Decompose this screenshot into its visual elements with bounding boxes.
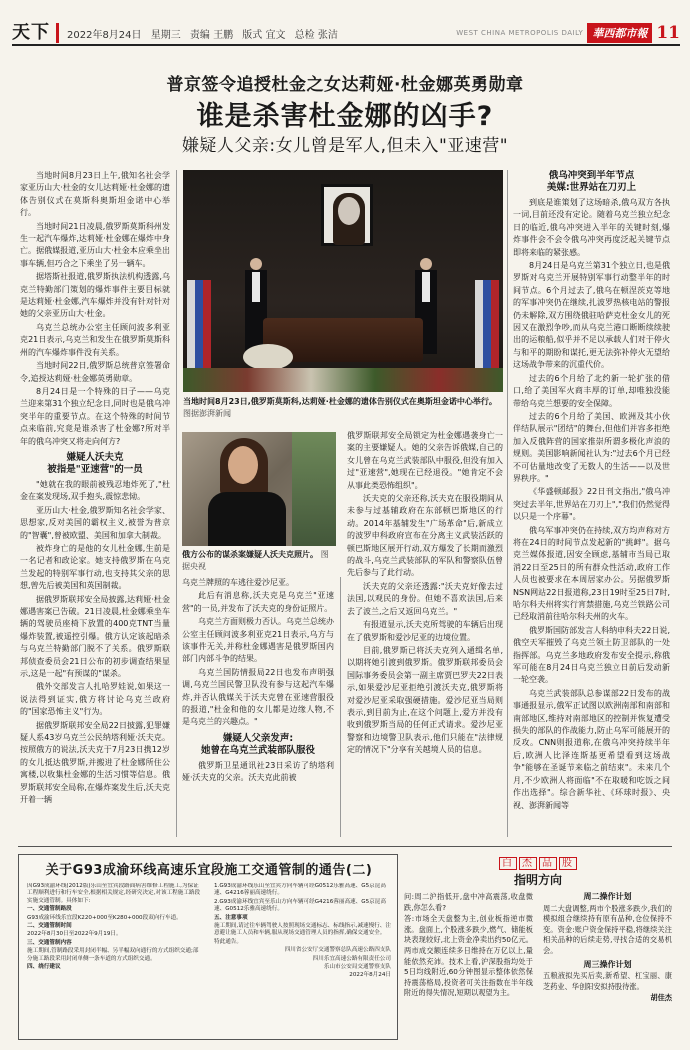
col1-paras <box>20 170 170 448</box>
paragraph: 俄罗斯联邦安全局锁定为杜金娜遇袭身亡一案的主要嫌疑人。她的父亲告诉俄媒,自己的女儿曾在乌克兰武装部队中服役,但没有加入过"亚速营",她现在已经退役。"她肯定不会从事此类恐怖组织"。 <box>347 431 503 490</box>
caption-text: 当地时间8月23日,俄罗斯莫斯科,达莉娅·杜金娜的遗体告别仪式在奥斯坦金诺中心举行。 <box>183 397 497 406</box>
paragraph: 乌克兰国防情报局22日也发布声明强调,乌克兰国民警卫队没有参与这起汽车爆炸,并否认俄媒关于沃夫克曾在亚速营服役的报道,"杜金和他的女儿都是边缘人物,不是乌克兰的兴趣点。" <box>182 667 334 727</box>
answer: 答:市场全天盘整为主,创业板指逆市微涨。盘面上,个股涨多跌少,燃气、储能板块表现较好,北上资金净卖出约50亿元。两市成交额连续多日维持在万亿以上,量能依然充沛。技术上看,沪深股指均处于5日均线附近,60分钟图显示整体依然保持震荡格局,投资者可关注指数在半年线附近的得失情况,短期以观望为主。 <box>404 914 533 998</box>
tag-char: 品 <box>539 857 557 870</box>
article-column-3 <box>347 430 503 837</box>
plan-text: 五粮液拟先买后卖,新希望、杠宝丽、康芝药业、华创阳安拟持股待涨。 <box>543 971 672 991</box>
column-divider <box>340 577 341 837</box>
proof-credit: 总检 张洁 <box>294 29 338 41</box>
paragraph: 沃夫克的父亲还称,沃夫克在服役期间从未参与过基辅政府在东部顿巴斯地区的行动。2014年基辅发生"广场革命"后,新成立的波罗申科政府宣布在分离主义武装活跃的顿巴斯地区展开行动,双方爆发了长期而激烈的战斗,乌克兰武装部队的军队和警察队伍曾先后参与了此行动。 <box>347 494 503 578</box>
funeral-photo <box>183 170 503 392</box>
notice-subhead: 一、交通管制路段 <box>27 906 72 913</box>
notice-date: 2022年8月24日 <box>349 972 391 979</box>
paragraph: 当地时间21日凌晨,俄罗斯莫斯科州发生一起汽车爆炸,达莉娅·杜金娜在爆炸中身亡。据俄媒报道,亚历山大·杜金本应乘坐出事车辆,但巧合之下乘坐了另一辆车。 <box>20 221 170 268</box>
column-divider <box>176 170 177 837</box>
notice-subhead: 四、绕行建议 <box>27 964 61 971</box>
paragraph: 到底是谁策划了这场暗杀,俄乌双方各执一词,目前还没有定论。随着乌克兰独立纪念日的临近,俄乌冲突进入半年的关键时刻,爆炸事件会不会令俄乌冲突再度泛起关键节点即将来临的紧张感。 <box>513 198 670 257</box>
paragraph: 有报道显示,沃夫克所驾驶的车辆后出现在了俄罗斯和爱沙尼亚的边境位置。 <box>347 620 503 642</box>
suspect-photo <box>182 432 336 546</box>
notice-paragraph: 2022年8月30日至2022年9月19日。 <box>27 931 122 938</box>
section-name: 天下 <box>12 23 59 43</box>
memorial-portrait <box>321 184 373 246</box>
notice-title: 关于G93成渝环线高速乐宜段施工交通管制的通告(二) <box>45 863 373 878</box>
paragraph: 过去的6个月给了美国、欧洲及其小伙伴结队展示"团结"的舞台,但他们并容多拒绝加入反俄阵营的国家推崇所谓多极化声浪的规则。美国影响新闻社认为:"过去6个月已经不可估量地改变了无数人的生活——以及世界秩序。" <box>513 411 670 483</box>
article-column-1 <box>20 170 170 837</box>
byline: 胡佳杰 <box>650 993 672 1003</box>
paper-logo: 華西都市報 <box>587 23 652 43</box>
subheading-half-year: 俄乌冲突到半年节点 美媒:世界站在刀刃上 <box>546 170 637 193</box>
issue-date: 2022年8月24日 <box>67 29 142 41</box>
tag-char: 杰 <box>519 857 537 870</box>
paragraph: "她就在我的眼前被残忍地炸死了,"杜金在案发现场,双手抱头,震惊悲恸。 <box>20 479 170 502</box>
notice-paragraph: 施工期间,管制路段采用封闭半幅、另半幅双向通行的方式组织交通;部分施工路段采用封闭单侧一条车道的方式组织交通。 <box>27 948 199 962</box>
paragraph: 8月24日是乌克兰第31个独立日,也是俄罗斯对乌克兰开展特别军事行动整半年的时间节点。6个月过去了,俄乌在顿涅茨克等地的军事冲突仍在继续,扎波罗热核电站的警报仍未解除,双方围绕俄驻哈萨克杜金女儿的死因又在激烈争吵,而从乌克兰港口断断续续驶出的运粮船,似乎并不足以承载人们对于停火与和平的期盼和谋托,更无法弥补停火无望给这场战争带来的沉重代价。 <box>513 261 670 370</box>
notice-subhead: 三、交通管制内容 <box>27 939 72 946</box>
stock-column <box>404 852 672 1042</box>
traffic-notice <box>18 854 398 1040</box>
paragraph: 俄罗斯国防部发言人科纳申科夫22日说,俄空天军摧毁了乌克兰领土防卫部队的一处指挥部。乌克兰多地政府发布安全提示,称俄军可能在8月24日乌克兰独立日前后发动新一轮空袭。 <box>513 625 670 685</box>
issue-meta <box>67 26 456 41</box>
paragraph: 过去的6个月给了北约新一轮扩张的借口,给了美国军火商丰厚的订单,却唯独没能带给乌克兰想要的安全保障。 <box>513 373 670 408</box>
main-headline: 谁是杀害杜金娜的凶手? <box>196 101 494 132</box>
sub-headline: 嫌疑人父亲:女儿曾是军人,但未入"亚速营" <box>181 136 509 156</box>
notice-body <box>27 883 391 1035</box>
notice-paragraph: G93成渝环线乐宜段K220+000至K280+000段双向行车道。 <box>27 914 182 921</box>
subheading-suspect: 嫌疑人沃夫克 被指是"亚速营"的一员 <box>47 451 143 475</box>
notice-issuer: 乐山市公安局交通警察支队 <box>323 964 391 971</box>
column-divider <box>507 170 508 837</box>
paragraph: 乌克兰武装部队总参谋部22日发布的战事通报显示,俄军正试图以欧洲南部和南部和南部地区,维持对南部地区的控制并恢复遭受损失的部队的作战能力,防止乌军可能展开的反攻。CNN则报道称,在俄乌冲突持续半年后,欧洲人比泽连斯基更希望看到这场战争"能够在圣诞节来临之前结束"。未来几个月,不少欧洲人将面临"不在取暖和吃饭之间作出选择"。综合新华社、《环球时报》、央视、澎湃新闻等 <box>513 688 670 810</box>
paragraph: 当地时间8月23日上午,俄知名社会学家亚历山大·杜金的女儿达莉娅·杜金娜的遗体告别仪式在莫斯科奥斯坦金诺中心举行。 <box>20 171 170 218</box>
page-number: 11 <box>656 23 680 43</box>
column-body <box>404 892 672 1050</box>
issue-weekday: 星期三 <box>150 29 181 41</box>
photo-credit: 图据澎湃新闻 <box>183 408 231 418</box>
plan-subhead: 周三操作计划 <box>583 959 632 969</box>
subheading-father: 嫌疑人父亲发声: 她曾在乌克兰武装部队服役 <box>200 732 315 756</box>
editor-credit: 责编 王鹏 <box>189 29 234 41</box>
paragraph: 此后有消息称,沃夫克是乌克兰"亚速营"的一员,并发布了沃夫克的身份证照片。 <box>182 591 334 613</box>
paragraph: 《华盛顿邮报》22日刊文指出,"俄乌冲突过去半年,世界站在刀刃上","我们仍然觉得以只是一个序幕"。 <box>513 487 670 522</box>
paragraph: 乌克兰方面则极力否认。乌克兰总统办公室主任顾问波多利亚克21日表示,乌方与该事件无关,并称杜金娜遇害是俄罗斯国内部门内部斗争的结果。 <box>182 617 334 664</box>
paragraph: 据俄罗斯联邦安全局披露,达莉娅·杜金娜遇害案已告破。21日凌晨,杜金娜乘坐车辆的驾驶员座椅下放置的400克TNT当量爆炸装置,被遥控引爆。俄方认定该起暗杀与乌克兰特勤部门脱不了关系。俄罗斯联邦侦查委员会21日公布的初步调查结果显示,这是一起"有预谋的"谋杀。 <box>20 594 170 679</box>
question: 问:周二沪指低开,盘中冲高震荡,收盘微跌,你怎么看? <box>404 892 533 912</box>
paragraph: 乌克兰牌照的车逃往爱沙尼亚。 <box>182 578 294 587</box>
paragraph: 据塔斯社报道,俄罗斯执法机构透露,乌克兰特勤部门策划的爆炸事件主要目标就是达莉娅·杜金娜,汽车爆炸并没有针对针对她的父亲亚历山大·杜金。 <box>20 272 170 319</box>
paragraph: 乌克兰总统办公室主任顾问波多利亚克21日表示,乌克兰和发生在俄罗斯莫斯科州的汽车爆炸事件没有关系。 <box>20 322 170 357</box>
plan-subhead: 周二操作计划 <box>583 892 632 901</box>
suspect-photo-caption <box>182 549 336 572</box>
paragraph: 亚历山大·杜金,俄罗斯知名社会学家、思想家,反对美国的霸权主义,被誉为普京的"智囊",曾被欧盟、美国和加拿大制裁。 <box>20 505 170 540</box>
notice-issuer: 四川省公安厅交通警察总队高速公路四支队 <box>284 947 391 954</box>
masthead <box>12 22 680 46</box>
notice-subhead: 二、交通管制时间 <box>27 923 72 930</box>
paragraph: 俄罗斯卫星通讯社23日采访了纳塔利娅·沃夫克的父亲。沃夫克此前被 <box>182 760 334 783</box>
column-title: 指明方向 <box>513 873 562 887</box>
column-tag <box>404 854 672 869</box>
tag-char: 股 <box>559 857 577 870</box>
flowers <box>183 368 503 392</box>
paragraph: 目前,俄罗斯已将沃夫克列入通缉名单,以期将她引渡到俄罗斯。俄罗斯联邦委员会国际事务委员会第一副主席贾巴罗夫22日表示,如果爱沙尼亚拒绝引渡沃夫克,俄罗斯将对爱沙尼亚采取强硬措施。爱沙尼亚当局则表示,到目前为止,在这个问题上,爱方并没有收到俄罗斯当局的任何正式请求。爱沙尼亚警察和边境警卫队表示,他们只能在"法律规定的情况下"分享有关越境人员的信息。 <box>347 645 503 755</box>
paragraph: 被炸身亡的是他的女儿杜金娜,生前是一名记者和政论家。她支持俄罗斯在乌克兰发起的特别军事行动,也支持其父亲的思想,曾先后被美国和英国制裁。 <box>20 543 170 591</box>
paragraph: 俄乌军事冲突仍在持续,双方均声称对方将在24日的时间节点发起新的"挑衅"。据乌克兰媒体报道,因安全顾虑,基辅市当局已取消22日至25日的所有群众性活动,政府工作人员也被要求在本周居家办公。另据俄罗斯NSN网站22日报道称,23日19时至25日7时,哈尔科夫州将实行宵禁措施,乌克兰铁路公司已经取消前往哈尔科夫州的火车。 <box>513 525 670 622</box>
notice-issuer: 四川乐宜高速公路有限责任公司 <box>312 955 391 962</box>
paragraph: 据俄罗斯联邦安全局22日披露,犯罪嫌疑人系43岁乌克兰公民纳塔利娅·沃夫克。按照俄方的说法,沃夫克于7月23日携12岁的女儿抵达俄罗斯,并搬进了杜金娜所住公寓楼,以收集杜金娜的生活习惯等信息。俄罗斯联邦安全局称,在爆炸案发生后,沃夫克开着一辆 <box>20 720 170 805</box>
notice-paragraph: 特此通告。 <box>214 938 242 945</box>
paragraph: 俄外交部发言人扎哈罗娃说,如果这一说法得到证实,俄方将讨论乌克兰政府的"国家恐怖主义"行为。 <box>20 682 170 717</box>
paragraph: 8月24日是一个特殊的日子——乌克兰迎来第31个独立纪念日,同时也是俄乌冲突半年的重要节点。在这个特殊的时间节点来临前,究竟是谁杀害了杜金娜?所对半年的俄乌冲突又将走向何方? <box>20 386 170 446</box>
plan-text: 周二大盘调整,两市个股涨多跌少,我们的模拟组合继续持有原有品种,仓位保持不变。资金:账户资金保持平稳,将继续关注相关品种的后续走势,寻找合适的交易机会。 <box>543 903 672 955</box>
notice-paragraph: 1.G93成渝环线乐山至宜宾方向车辆可经G0512乐雅高速、G5京昆高速、G4216蓉丽高速绕行。 <box>214 883 386 897</box>
paragraph: 沃夫克的父亲还透露:"沃夫克好像去过法国,以观民的身份。但她不喜欢法国,后来去了波兰,之后又返回乌克兰。" <box>347 581 503 616</box>
notice-paragraph: 2.G93成渝环线宜宾至乐山方向车辆可经G4216蓉丽高速、G5京昆高速、G0512乐雅高速绕行。 <box>214 898 386 913</box>
paper-english-name: WEST CHINA METROPOLIS DAILY <box>456 29 584 37</box>
tag-char: 白 <box>499 857 517 870</box>
design-credit: 版式 宜文 <box>242 29 286 41</box>
article-column-2 <box>182 577 334 837</box>
main-photo-caption <box>183 396 503 419</box>
photo-credit: 图据央视 <box>182 550 329 571</box>
horizontal-rule <box>18 846 672 847</box>
wreath <box>243 344 293 370</box>
caption-text: 俄方公布的谋杀案嫌疑人沃夫克照片。 <box>182 550 318 559</box>
kicker-headline: 普京签令追授杜金之女达莉娅·杜金娜英勇勋章 <box>166 75 524 95</box>
notice-subhead: 五、注意事项 <box>214 914 248 921</box>
paragraph: 当地时间22日,俄罗斯总统普京签署命令,追授达莉娅·杜金娜英勇勋章。 <box>20 361 170 383</box>
notice-paragraph: 因G93成渝环线(2012版)乐山至宜宾段路面病害维修工程施工,为保证工程顺利进行和行车安全,根据相关规定,经研究决定,对该工程施工路段实施交通管制。具体如下: <box>27 883 201 904</box>
notice-paragraph: 施工期间,请过往车辆驾驶人按照现场交通标志、标线指示,减速慢行、注意避让施工人员和车辆,服从现场交通管理人员的指挥,确保交通安全。 <box>214 923 391 937</box>
article-column-4 <box>513 170 670 837</box>
